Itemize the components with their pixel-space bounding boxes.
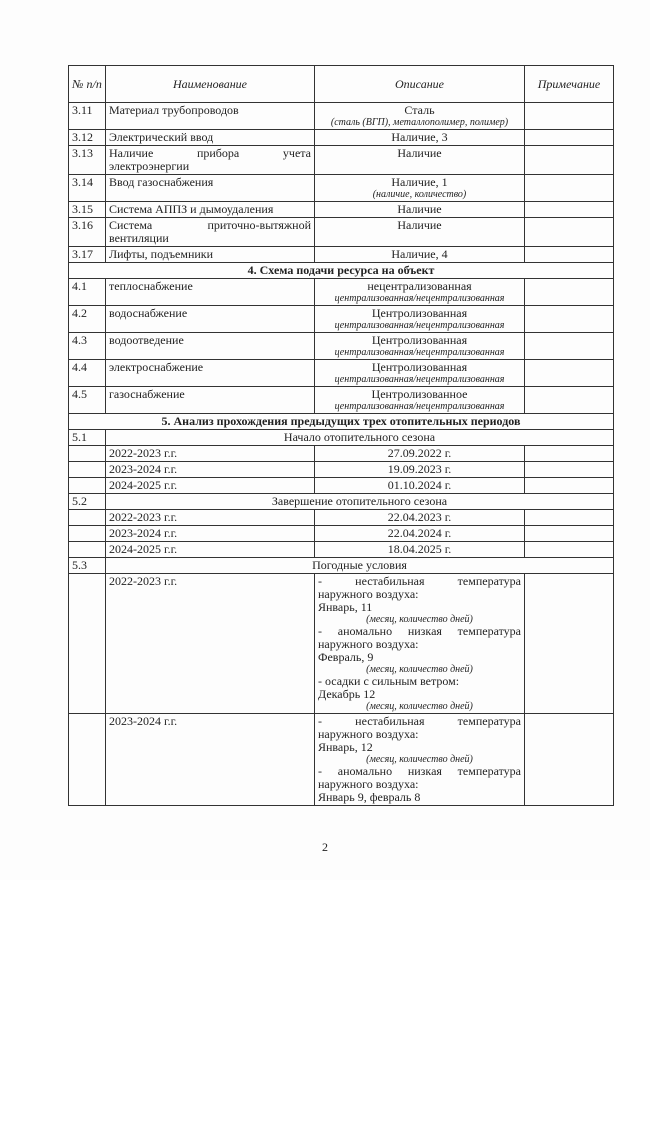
table-row: [69, 146, 614, 175]
row-num: 3.11: [69, 103, 106, 130]
row-desc: нецентрализованная централизованная/нецентрализованная: [315, 279, 525, 306]
row-note: [525, 279, 614, 306]
row-name: Электрический ввод: [106, 130, 315, 146]
row-note: [525, 247, 614, 263]
row-note: [525, 574, 614, 714]
row-note: [525, 175, 614, 202]
row-note: [525, 130, 614, 146]
row-num: 4.4: [69, 360, 106, 387]
row-note: [525, 446, 614, 462]
row-period: 2022-2023 г.г.: [106, 574, 315, 714]
table-row: [69, 130, 614, 146]
table-row: [69, 202, 614, 218]
row-desc: Наличие, 1 (наличие, количество): [315, 175, 525, 202]
row-name: водоотведение: [106, 333, 315, 360]
row-name: Наличие прибора учета электроэнергии: [106, 146, 315, 175]
row-note: [525, 510, 614, 526]
row-period: 2023-2024 г.г.: [106, 462, 315, 478]
row-name: Система АППЗ и дымоудаления: [106, 202, 315, 218]
row-desc: Центролизованное централизованная/нецентрализованная: [315, 387, 525, 414]
row-note: [525, 360, 614, 387]
row-num: [69, 526, 106, 542]
table-row: [69, 478, 614, 494]
subsection-heading: [69, 558, 614, 574]
row-desc: Наличие: [315, 202, 525, 218]
header-note: Примечание: [525, 66, 614, 103]
row-num: 5.1: [69, 430, 106, 446]
section-5-title: 5. Анализ прохождения предыдущих трех отопительных периодов: [69, 414, 614, 430]
row-period: 2023-2024 г.г.: [106, 526, 315, 542]
table-row: [69, 247, 614, 263]
table-row: [69, 714, 614, 806]
table-row: [69, 446, 614, 462]
row-date: 01.10.2024 г.: [315, 478, 525, 494]
row-name: электроснабжение: [106, 360, 315, 387]
table-row: [69, 333, 614, 360]
row-period: 2023-2024 г.г.: [106, 714, 315, 806]
row-note: [525, 146, 614, 175]
row-name: водоснабжение: [106, 306, 315, 333]
subsection-heading: [69, 430, 614, 446]
table-row: [69, 175, 614, 202]
row-note: [525, 714, 614, 806]
row-desc: Наличие, 4: [315, 247, 525, 263]
row-date: 22.04.2024 г.: [315, 526, 525, 542]
row-num: 3.12: [69, 130, 106, 146]
table-row: [69, 387, 614, 414]
row-num: 4.3: [69, 333, 106, 360]
row-num: 3.14: [69, 175, 106, 202]
row-date: 22.04.2023 г.: [315, 510, 525, 526]
section-heading: [69, 414, 614, 430]
subsection-title: Завершение отопительного сезона: [106, 494, 614, 510]
row-desc: Сталь (сталь (ВГП), металлополимер, полимер): [315, 103, 525, 130]
table-row: [69, 574, 614, 714]
row-date: 18.04.2025 г.: [315, 542, 525, 558]
row-period: 2022-2023 г.г.: [106, 510, 315, 526]
row-name: Материал трубопроводов: [106, 103, 315, 130]
row-num: [69, 574, 106, 714]
table-row: [69, 279, 614, 306]
subsection-heading: [69, 494, 614, 510]
row-name: теплоснабжение: [106, 279, 315, 306]
table-row: [69, 462, 614, 478]
row-desc: Центролизованная централизованная/нецентрализованная: [315, 306, 525, 333]
row-name: Система приточно-вытяжной вентиляции: [106, 218, 315, 247]
row-date: 19.09.2023 г.: [315, 462, 525, 478]
row-num: [69, 542, 106, 558]
row-note: [525, 103, 614, 130]
row-num: 4.5: [69, 387, 106, 414]
row-num: 3.16: [69, 218, 106, 247]
row-note: [525, 333, 614, 360]
row-num: 5.3: [69, 558, 106, 574]
row-period: 2022-2023 г.г.: [106, 446, 315, 462]
row-num: [69, 714, 106, 806]
row-num: 4.1: [69, 279, 106, 306]
header-num: № п/п: [69, 66, 106, 103]
table-row: [69, 542, 614, 558]
subsection-title: Начало отопительного сезона: [106, 430, 614, 446]
object-data-table: [68, 65, 614, 806]
row-num: 3.17: [69, 247, 106, 263]
row-num: 3.15: [69, 202, 106, 218]
row-num: [69, 510, 106, 526]
header-desc: Описание: [315, 66, 525, 103]
row-note: [525, 306, 614, 333]
row-note: [525, 202, 614, 218]
table-row: [69, 526, 614, 542]
row-note: [525, 542, 614, 558]
row-num: [69, 446, 106, 462]
table-row: [69, 510, 614, 526]
row-desc: Наличие, 3: [315, 130, 525, 146]
row-note: [525, 462, 614, 478]
page-number: 2: [322, 840, 328, 854]
row-note: [525, 387, 614, 414]
weather-conditions: - нестабильная температура наружного воздуха: Январь, 11 (месяц, количество дней) - аномально низкая температура наружного воздуха: Февраль, 9 (месяц, количество дней) - осадки с сильным ветром: Декабрь 12 (месяц, количество дней): [315, 574, 525, 714]
row-note: [525, 478, 614, 494]
table-row: [69, 103, 614, 130]
row-num: 3.13: [69, 146, 106, 175]
header-name: Наименование: [106, 66, 315, 103]
subsection-title: Погодные условия: [106, 558, 614, 574]
table-row: [69, 360, 614, 387]
row-desc: Наличие: [315, 218, 525, 247]
row-note: [525, 526, 614, 542]
row-num: [69, 478, 106, 494]
row-desc: Наличие: [315, 146, 525, 175]
table-row: [69, 218, 614, 247]
row-name: Ввод газоснабжения: [106, 175, 315, 202]
table-header: [69, 66, 614, 103]
weather-conditions: - нестабильная температура наружного воздуха: Январь, 12 (месяц, количество дней) - аномально низкая температура наружного воздуха: Январь 9, февраль 8: [315, 714, 525, 806]
section-4-title: 4. Схема подачи ресурса на объект: [69, 263, 614, 279]
row-num: 4.2: [69, 306, 106, 333]
row-date: 27.09.2022 г.: [315, 446, 525, 462]
row-note: [525, 218, 614, 247]
row-num: 5.2: [69, 494, 106, 510]
table-row: [69, 306, 614, 333]
section-heading: [69, 263, 614, 279]
row-desc: Центролизованная централизованная/нецентрализованная: [315, 333, 525, 360]
row-period: 2024-2025 г.г.: [106, 542, 315, 558]
row-period: 2024-2025 г.г.: [106, 478, 315, 494]
row-name: Лифты, подъемники: [106, 247, 315, 263]
row-name: газоснабжение: [106, 387, 315, 414]
row-num: [69, 462, 106, 478]
row-desc: Центролизованная централизованная/нецентрализованная: [315, 360, 525, 387]
